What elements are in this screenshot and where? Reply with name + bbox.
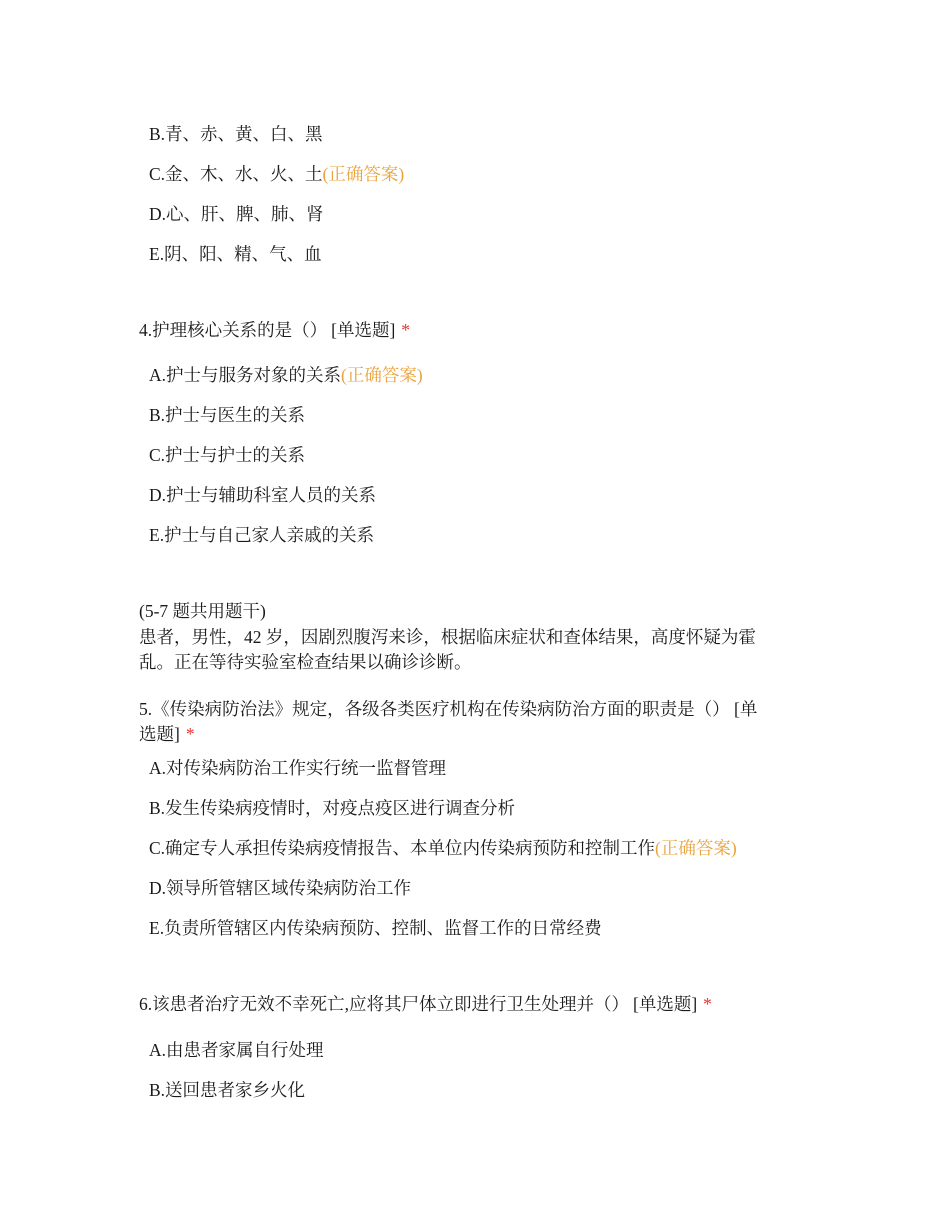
q6-option-b[interactable]: B.送回患者家乡火化 [149,1080,306,1100]
q3-option-c[interactable]: C.金、木、水、火、土(正确答案) [149,164,405,184]
q5-option-e[interactable]: E.负责所管辖区内传染病预防、控制、监督工作的日常经费 [149,918,602,938]
question-type: [单选题] [331,320,396,340]
shared-stem-label: (5-7 题共用题干) [139,601,266,621]
q4-option-e[interactable]: E.护士与自己家人亲戚的关系 [149,525,375,545]
correct-answer-tag: (正确答案) [655,838,737,858]
required-mark: * [185,724,195,744]
required-mark: * [401,320,411,340]
q5-option-c[interactable]: C.确定专人承担传染病疫情报告、本单位内传染病预防和控制工作(正确答案) [149,838,737,858]
q6-option-a[interactable]: A.由患者家属自行处理 [149,1040,324,1060]
q3-option-e[interactable]: E.阴、阳、精、气、血 [149,244,322,264]
q6-title: 6.该患者治疗无效不幸死亡,应将其尸体立即进行卫生处理并（） [单选题] * [139,994,712,1014]
question-type: [单选题] [633,994,698,1014]
q5-title-line1: 5.《传染病防治法》规定，各级各类医疗机构在传染病防治方面的职责是（） [单 [139,699,758,719]
shared-stem-line2: 乱。正在等待实验室检查结果以确诊诊断。 [139,652,472,672]
q5-title-line2: 选题] * [139,724,195,744]
shared-stem-line1: 患者，男性，42 岁，因剧烈腹泻来诊，根据临床症状和查体结果，高度怀疑为霍 [139,627,756,647]
q4-title: 4.护理核心关系的是（） [单选题] * [139,320,411,340]
q4-option-b[interactable]: B.护士与医生的关系 [149,405,306,425]
q3-option-d[interactable]: D.心、肝、脾、肺、肾 [149,204,324,224]
q5-option-a[interactable]: A.对传染病防治工作实行统一监督管理 [149,758,447,778]
q4-option-a[interactable]: A.护士与服务对象的关系(正确答案) [149,365,423,385]
correct-answer-tag: (正确答案) [341,365,423,385]
q4-option-c[interactable]: C.护士与护士的关系 [149,445,306,465]
q4-option-d[interactable]: D.护士与辅助科室人员的关系 [149,485,377,505]
q5-option-d[interactable]: D.领导所管辖区域传染病防治工作 [149,878,412,898]
correct-answer-tag: (正确答案) [322,164,405,184]
q3-option-b[interactable]: B.青、赤、黄、白、黑 [149,124,323,144]
required-mark: * [703,994,712,1014]
q5-option-b[interactable]: B.发生传染病疫情时，对疫点疫区进行调查分析 [149,798,516,818]
